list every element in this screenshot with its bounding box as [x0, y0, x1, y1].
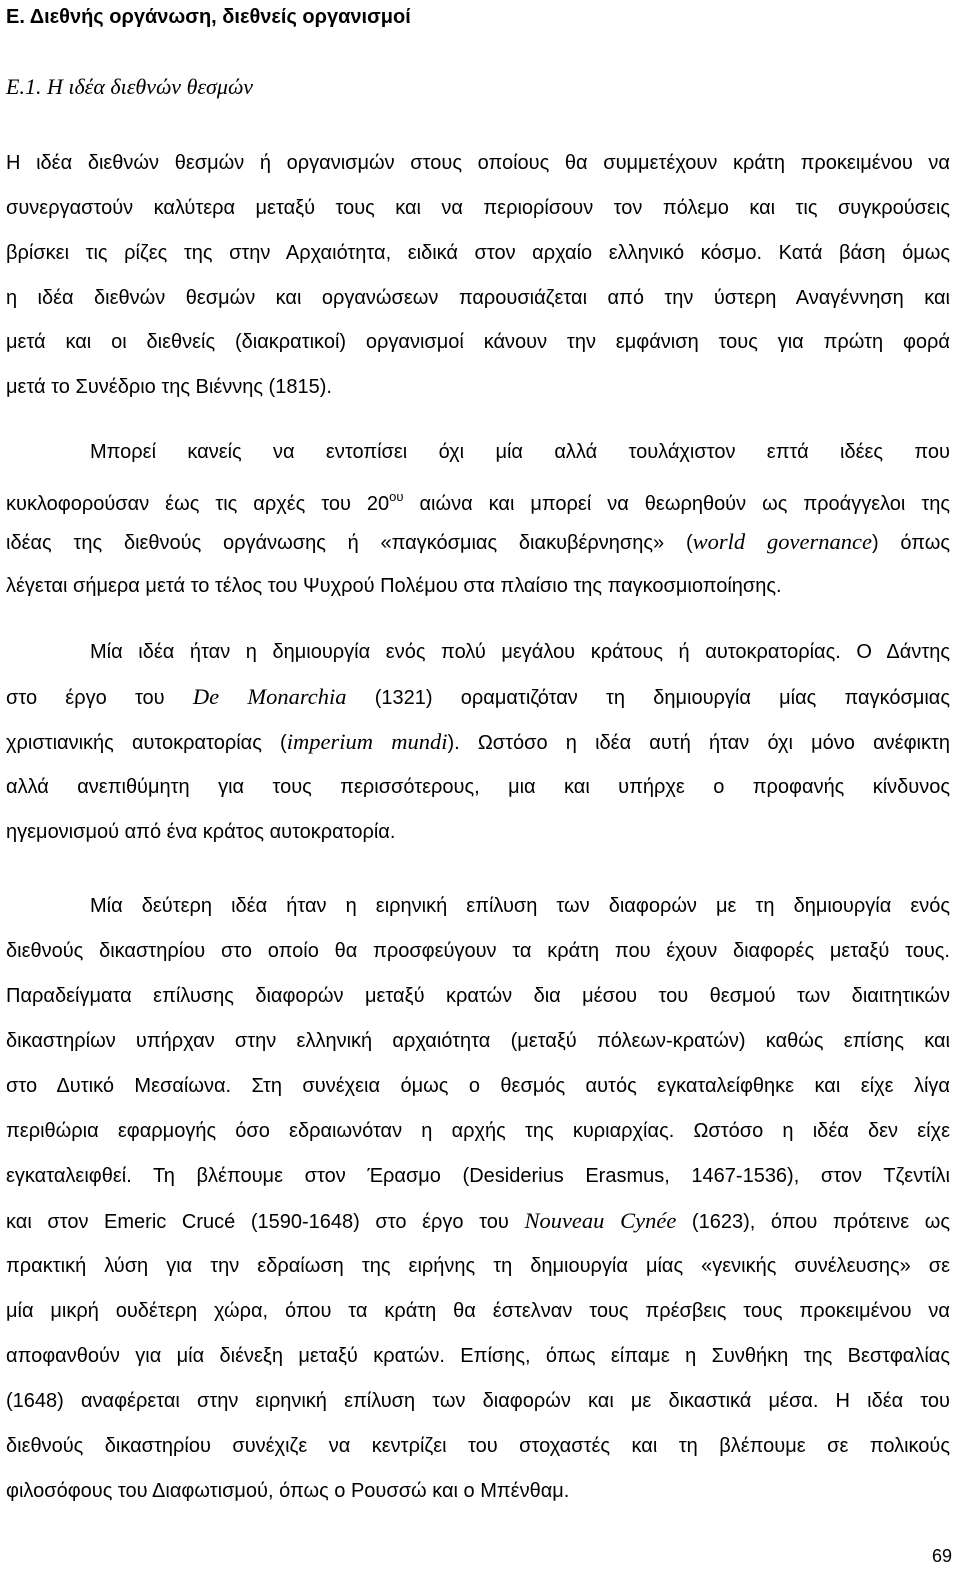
- italic-term: world governance: [692, 529, 872, 554]
- paragraph-4-line: Μία δεύτερη ιδέα ήταν η ειρηνική επίλυση των διαφορών με τη δημιουργία ενός: [90, 895, 950, 917]
- paragraph-1-line: συνεργαστούν καλύτερα μεταξύ τους και να περιορίσουν τον πόλεμο και τις συγκρούσεις: [6, 197, 950, 219]
- italic-title: Nouveau Cynée: [524, 1208, 677, 1233]
- subsection-heading: Ε.1. Η ιδέα διεθνών θεσμών: [6, 74, 254, 99]
- paragraph-4-line: πρακτική λύση για την εδραίωση της ειρήνης τη δημιουργία μίας «γενικής συνέλευσης» σε: [6, 1255, 950, 1277]
- paragraph-3-line: [6, 679, 950, 715]
- text-run: και στον Emeric Crucé (1590-1648) στο έργο του: [6, 1211, 525, 1233]
- paragraph-3-line: ηγεμονισμού από ένα κράτος αυτοκρατορία.: [6, 821, 396, 843]
- paragraph-1-line: η ιδέα διεθνών θεσμών και οργανώσεων παρουσιάζεται από την ύστερη Αναγέννηση και: [6, 287, 950, 309]
- paragraph-1-line: μετά το Συνέδριο της Βιέννης (1815).: [6, 376, 332, 398]
- paragraph-1-line: Η ιδέα διεθνών θεσμών ή οργανισμών στους οποίους θα συμμετέχουν κράτη προκειμένου να: [6, 152, 950, 174]
- paragraph-4-line: [6, 1203, 950, 1239]
- italic-title: De Monarchia: [192, 684, 347, 709]
- paragraph-4-line: φιλοσόφους του Διαφωτισμού, όπως ο Ρουσσώ και ο Μπένθαμ.: [6, 1480, 570, 1502]
- paragraph-4-line: μία μικρή ουδέτερη χώρα, όπου τα κράτη θα έστελναν τους πρέσβεις τους προκειμένου να: [6, 1300, 950, 1322]
- page-number: 69: [931, 1546, 952, 1566]
- paragraph-4-line: (1648) αναφέρεται στην ειρηνική επίλυση των διαφορών και με δικαστικά μέσα. Η ιδέα του: [6, 1390, 950, 1412]
- paragraph-4-line: δικαστηρίων υπήρχαν στην ελληνική αρχαιότητα (μεταξύ πόλεων-κρατών) καθώς επίσης και: [6, 1030, 950, 1052]
- italic-term: imperium mundi: [286, 729, 448, 754]
- paragraph-3-line: αλλά ανεπιθύμητη για τους περισσότερους, μια και υπήρχε ο προφανής κίνδυνος: [6, 776, 950, 798]
- text-run: ου: [389, 489, 404, 504]
- section-heading: Ε. Διεθνής οργάνωση, διεθνείς οργανισμοί: [6, 6, 411, 28]
- paragraph-1-line: μετά και οι διεθνείς (διακρατικοί) οργανισμοί κάνουν την εμφάνιση τους για πρώτη φορά: [6, 331, 950, 353]
- paragraph-4-line: στο Δυτικό Μεσαίωνα. Στη συνέχεια όμως ο θεσμός αυτός εγκαταλείφθηκε και είχε λίγα: [6, 1075, 950, 1097]
- paragraph-4-line: αποφανθούν για μία διένεξη μεταξύ κρατών. Επίσης, όπως είπαμε η Συνθήκη της Βεστφαλίας: [6, 1345, 950, 1367]
- text-run: (1321) οραματιζόταν τη δημιουργία μίας παγκόσμιας: [346, 687, 950, 709]
- text-run: στο έργο του: [6, 687, 193, 709]
- paragraph-1-line: βρίσκει τις ρίζες της στην Αρχαιότητα, ειδικά στον αρχαίο ελληνικό κόσμο. Κατά βάση όμως: [6, 242, 950, 264]
- text-run: αιώνα και μπορεί να θεωρηθούν ως προάγγελοι της: [403, 493, 951, 515]
- text-run: ) όπως: [871, 532, 951, 554]
- paragraph-4-line: Παραδείγματα επίλυσης διαφορών μεταξύ κρατών δια μέσου του θεσμού των διαιτητικών: [6, 985, 950, 1007]
- text-run: ). Ωστόσο η ιδέα αυτή ήταν όχι μόνο ανέφικτη: [447, 732, 950, 754]
- paragraph-4-line: εγκαταλειφθεί. Τη βλέπουμε στον Έρασμο (Desiderius Erasmus, 1467-1536), στον Τζεντίλι: [6, 1165, 950, 1187]
- paragraph-4-line: περιθώρια εφαρμογής όσο εδραιωνόταν η αρχής της κυριαρχίας. Ωστόσο η ιδέα δεν είχε: [6, 1120, 950, 1142]
- paragraph-2-line: λέγεται σήμερα μετά το τέλος του Ψυχρού Πολέμου στα πλαίσιο της παγκοσμιοποίησης.: [6, 575, 782, 597]
- text-run: ιδέας της διεθνούς οργάνωσης ή «παγκόσμιας διακυβέρνησης» (: [6, 532, 693, 554]
- text-run: κυκλοφορούσαν έως τις αρχές του 20: [6, 493, 390, 515]
- paragraph-2-line: [6, 479, 950, 515]
- text-run: χριστιανικής αυτοκρατορίας (: [6, 732, 287, 754]
- paragraph-3-line: [6, 724, 950, 760]
- paragraph-4-line: διεθνούς δικαστηρίου στο οποίο θα προσφεύγουν τα κράτη που έχουν διαφορές μεταξύ τους.: [6, 940, 950, 962]
- paragraph-4-line: διεθνούς δικαστηρίου συνέχιζε να κεντρίζει του στοχαστές και τη βλέπουμε σε πολικούς: [6, 1435, 950, 1457]
- paragraph-2-line: Μπορεί κανείς να εντοπίσει όχι μία αλλά τουλάχιστον επτά ιδέες που: [90, 441, 950, 463]
- text-run: (1623), όπου πρότεινε ως: [676, 1211, 950, 1233]
- paragraph-2-line: [6, 524, 950, 560]
- paragraph-3-line: Μία ιδέα ήταν η δημιουργία ενός πολύ μεγάλου κράτους ή αυτοκρατορίας. Ο Δάντης: [90, 641, 950, 663]
